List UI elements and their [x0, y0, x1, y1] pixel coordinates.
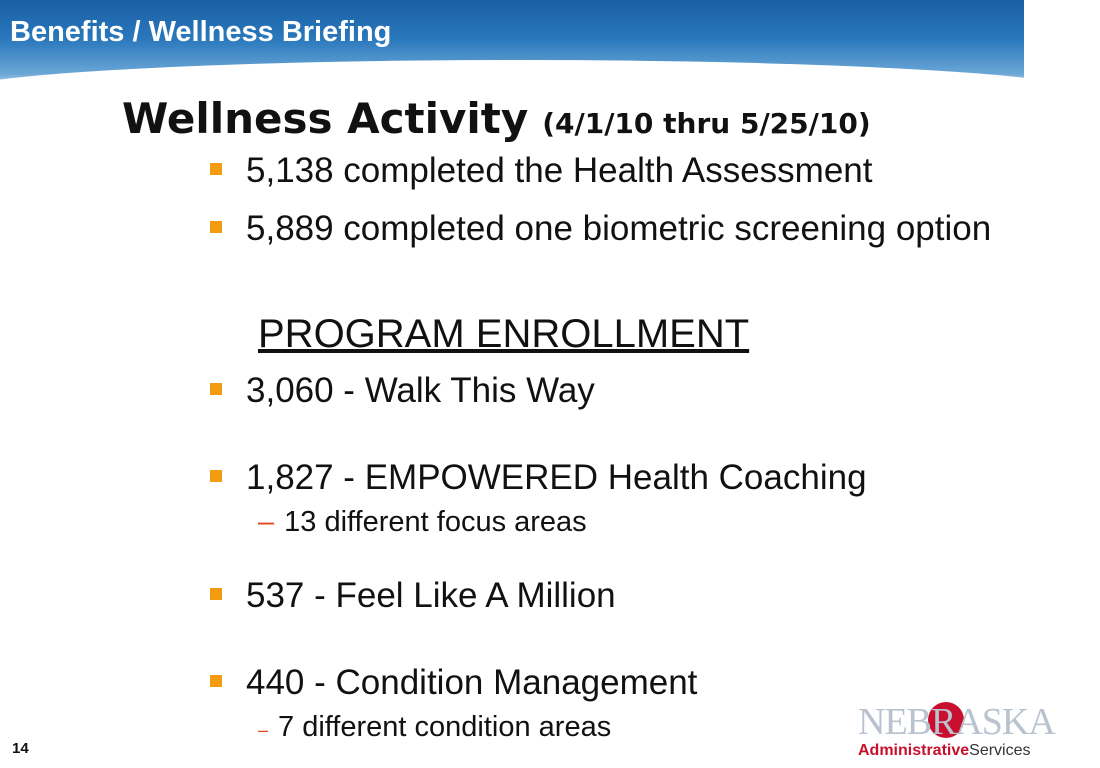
bullet-square-icon [210, 221, 222, 233]
bullet-square-icon [210, 383, 222, 395]
bullet-text: 5,138 completed the Health Assessment [246, 151, 873, 190]
header-title: Benefits / Wellness Briefing [10, 16, 392, 48]
bullet-text: 3,060 - Walk This Way [246, 371, 595, 410]
bullet-square-icon [210, 675, 222, 687]
bullet-text: 1,827 - EMPOWERED Health Coaching [246, 458, 867, 497]
slide-heading [122, 94, 871, 143]
page-number: 14 [12, 740, 29, 757]
sub-bullet [258, 505, 587, 539]
logo-sub-a: Administrative [858, 742, 970, 759]
slide-heading-main: Wellness Activity [122, 94, 529, 143]
bullet-square-icon [210, 588, 222, 600]
dash-icon: – [258, 720, 269, 740]
bullet-text: 5,889 completed one biometric screening option [246, 209, 992, 248]
nebraska-logo [858, 700, 1055, 764]
sub-bullet [258, 710, 611, 747]
logo-sub-b: Services [969, 742, 1031, 759]
logo-wordmark: NEBRASKA [858, 701, 1055, 743]
slide-heading-range: (4/1/10 thru 5/25/10) [542, 107, 871, 140]
bullet-square-icon [210, 163, 222, 175]
section-heading: PROGRAM ENROLLMENT [258, 312, 750, 356]
logo-subtitle [858, 742, 1031, 760]
dash-icon: – [258, 506, 275, 538]
bullet-text: 537 - Feel Like A Million [246, 576, 616, 615]
bullet-square-icon [210, 470, 222, 482]
sub-bullet-text: 13 different focus areas [284, 506, 587, 538]
sub-bullet-text: 7 different condition areas [278, 711, 612, 743]
bullet-text: 440 - Condition Management [246, 663, 698, 702]
